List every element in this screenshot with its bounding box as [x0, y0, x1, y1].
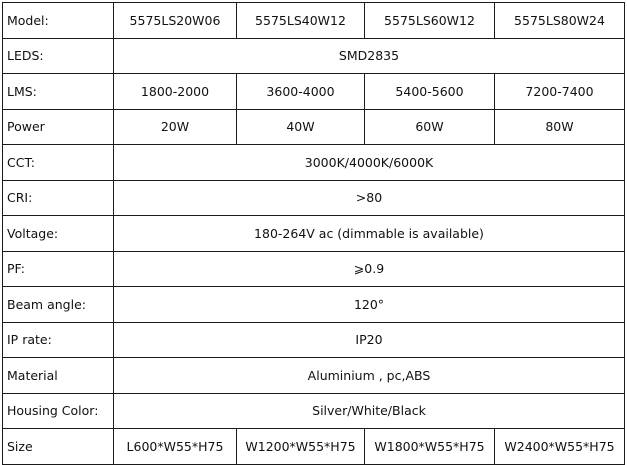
row-model: [3, 3, 625, 39]
material-value: Aluminium , pc,ABS: [114, 358, 625, 394]
row-lms: [3, 74, 625, 110]
row-voltage: [3, 216, 625, 252]
power-value-3: 60W: [365, 109, 495, 145]
row-ip-rate: [3, 322, 625, 358]
size-label: Size: [3, 429, 114, 465]
row-material: [3, 358, 625, 394]
row-cct: [3, 145, 625, 181]
model-label: Model:: [3, 3, 114, 39]
size-value-4: W2400*W55*H75: [495, 429, 625, 465]
lms-value-3: 5400-5600: [365, 74, 495, 110]
cri-value: >80: [114, 180, 625, 216]
ip-rate-value: IP20: [114, 322, 625, 358]
housing-color-label: Housing Color:: [3, 393, 114, 429]
model-value-2: 5575LS40W12: [237, 3, 365, 39]
voltage-label: Voltage:: [3, 216, 114, 252]
row-leds: [3, 38, 625, 74]
leds-value: SMD2835: [114, 38, 625, 74]
lms-label: LMS:: [3, 74, 114, 110]
row-cri: [3, 180, 625, 216]
ip-rate-label: IP rate:: [3, 322, 114, 358]
power-value-1: 20W: [114, 109, 237, 145]
lms-value-2: 3600-4000: [237, 74, 365, 110]
model-value-4: 5575LS80W24: [495, 3, 625, 39]
lms-value-1: 1800-2000: [114, 74, 237, 110]
cri-label: CRI:: [3, 180, 114, 216]
beam-angle-value: 120°: [114, 287, 625, 323]
model-value-3: 5575LS60W12: [365, 3, 495, 39]
size-value-2: W1200*W55*H75: [237, 429, 365, 465]
size-value-3: W1800*W55*H75: [365, 429, 495, 465]
row-power: [3, 109, 625, 145]
housing-color-value: Silver/White/Black: [114, 393, 625, 429]
lms-value-4: 7200-7400: [495, 74, 625, 110]
spec-table: [2, 2, 625, 465]
voltage-value: 180-264V ac (dimmable is available): [114, 216, 625, 252]
material-label: Material: [3, 358, 114, 394]
beam-angle-label: Beam angle:: [3, 287, 114, 323]
row-beam-angle: [3, 287, 625, 323]
row-size: [3, 429, 625, 465]
leds-label: LEDS:: [3, 38, 114, 74]
model-value-1: 5575LS20W06: [114, 3, 237, 39]
pf-value: ⩾0.9: [114, 251, 625, 287]
size-value-1: L600*W55*H75: [114, 429, 237, 465]
cct-value: 3000K/4000K/6000K: [114, 145, 625, 181]
power-label: Power: [3, 109, 114, 145]
row-pf: [3, 251, 625, 287]
cct-label: CCT:: [3, 145, 114, 181]
power-value-4: 80W: [495, 109, 625, 145]
pf-label: PF:: [3, 251, 114, 287]
row-housing-color: [3, 393, 625, 429]
power-value-2: 40W: [237, 109, 365, 145]
